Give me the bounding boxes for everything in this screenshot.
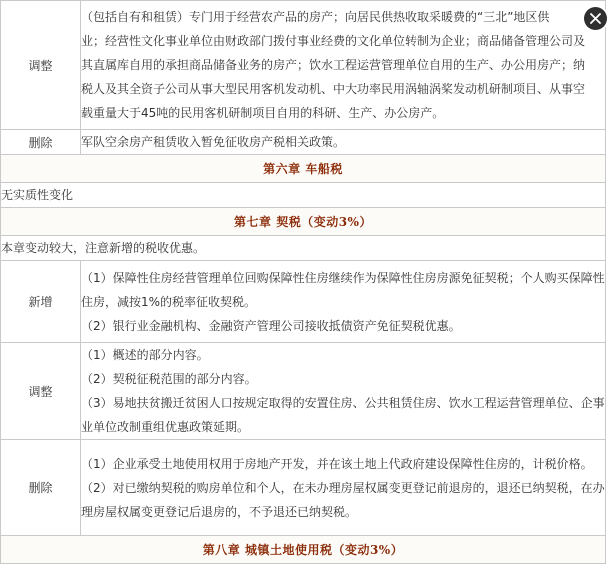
adjust-line: （包括自有和租赁）专门用于经营农产品的房产；向居民供热收取采暖费的“三北”地区供 bbox=[81, 10, 550, 24]
adjust-row-property-tax bbox=[1, 1, 606, 130]
chapter-note: 无实质性变化 bbox=[1, 183, 606, 208]
add-item: （1）保障性住房经营管理单位回购保障性住房继续作为保障性住房房源免征契税；个人购买保障性住房，减按1%的税率征收契税。 bbox=[81, 270, 605, 309]
chapter-6-note-row bbox=[1, 183, 606, 208]
close-icon bbox=[590, 13, 601, 24]
add-content bbox=[81, 261, 606, 343]
delete-row-property-tax bbox=[1, 130, 606, 155]
chapter-6-row bbox=[1, 155, 606, 183]
adjust-item: （2）契税征税范围的部分内容。 bbox=[81, 372, 257, 386]
add-item: （2）银行业金融机构、金融资产管理公司接收抵债资产免征契税优惠。 bbox=[81, 318, 461, 333]
delete-content bbox=[81, 440, 606, 536]
adjust-line: 业；经营性文化事业单位由财政部门拨付事业经费的文化单位转制为企业；商品储备管理公司及 bbox=[81, 34, 586, 48]
row-label-delete: 删除 bbox=[1, 440, 81, 536]
close-button[interactable] bbox=[584, 7, 607, 30]
row-label-add: 新增 bbox=[1, 261, 81, 343]
chapter-7-note-row bbox=[1, 236, 606, 261]
chapter-title: 第六章 车船税 bbox=[1, 155, 606, 183]
delete-item: （2）对已缴纳契税的购房单位和个人，在未办理房屋权属变更登记前退房的，退还已纳契税，在办理房屋权属变更登记后退房的，不予退还已纳契税。 bbox=[81, 480, 605, 519]
add-row-deed-tax bbox=[1, 261, 606, 343]
adjust-line: 其直属库自用的承担商品储备业务的房产；饮水工程运营管理单位自用的生产、办公用房产；纳 bbox=[81, 58, 586, 72]
row-label-adjust: 调整 bbox=[1, 1, 81, 130]
adjust-item: （1）概述的部分内容。 bbox=[81, 348, 209, 362]
adjust-row-deed-tax bbox=[1, 343, 606, 440]
chapter-title: 第七章 契税（变动3%） bbox=[1, 208, 606, 236]
adjust-content bbox=[81, 343, 606, 440]
chapter-7-row bbox=[1, 208, 606, 236]
row-label-delete: 删除 bbox=[1, 130, 81, 155]
adjust-item: （3）易地扶贫搬迁贫困人口按规定取得的安置住房、公共租赁住房、饮水工程运营管理单位、企事业单位改制重组优惠政策延期。 bbox=[81, 396, 605, 434]
delete-row-deed-tax bbox=[1, 440, 606, 536]
row-label-adjust: 调整 bbox=[1, 343, 81, 440]
delete-item: （1）企业承受土地使用权用于房地产开发，并在该土地上代政府建设保障性住房的，计税价格。 bbox=[81, 456, 593, 471]
chapter-8-row bbox=[1, 536, 606, 564]
delete-content: 军队空余房产租赁收入暂免征收房产税相关政策。 bbox=[81, 130, 606, 155]
chapter-note: 本章变动较大，注意新增的税收优惠。 bbox=[1, 236, 606, 261]
adjust-content bbox=[81, 1, 606, 130]
chapter-title: 第八章 城镇土地使用税（变动3%） bbox=[1, 536, 606, 564]
adjust-line: 税人及其全资子公司从事大型民用客机发动机、中大功率民用涡轴涡桨发动机研制项目、从事空 bbox=[81, 82, 586, 96]
adjust-line: 载重量大于45吨的民用客机研制项目自用的科研、生产、办公房产。 bbox=[81, 106, 445, 120]
